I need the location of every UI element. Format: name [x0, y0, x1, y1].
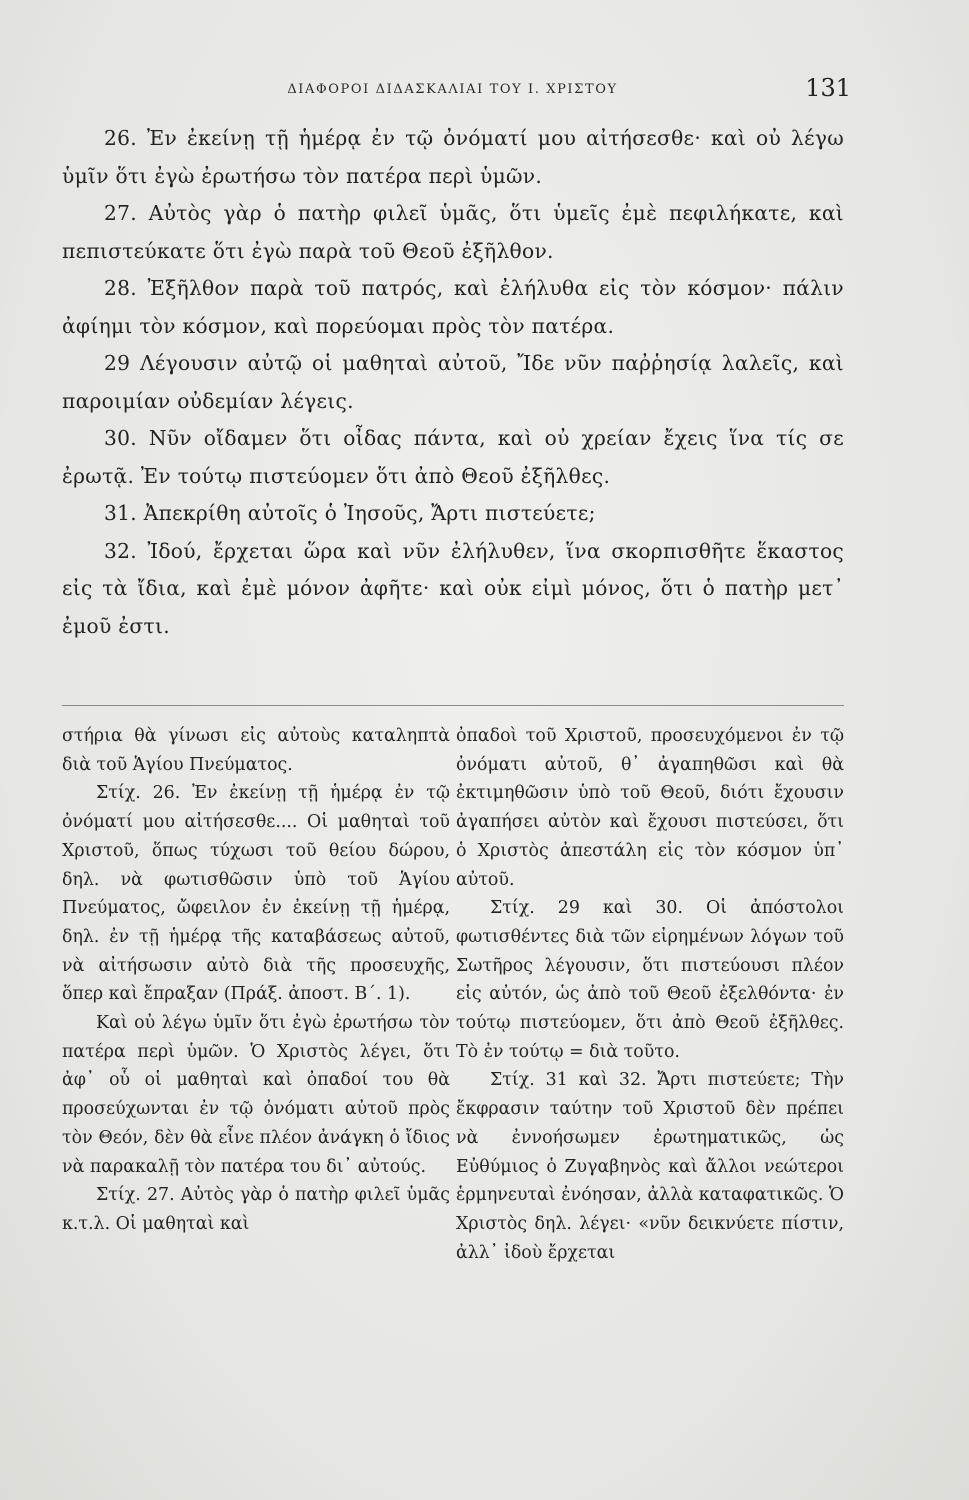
commentary-column-right: [456, 722, 844, 1267]
verse-28: 28. Ἐξῆλθον παρὰ τοῦ πατρός, καὶ ἐλήλυθα εἰς τὸν κόσμον· πάλιν ἀφίημι τὸν κόσμον, καὶ πορεύομαι πρὸς τὸν πατέρα.: [62, 276, 844, 338]
commentary-paragraph: Στίχ. 27. Αὐτὸς γὰρ ὁ πατὴρ φιλεῖ ὑμᾶς κ.τ.λ. Οἱ μαθηταὶ καὶ: [62, 1185, 450, 1234]
footnote-divider: [62, 705, 844, 706]
page-number: 131: [805, 74, 851, 102]
verse-27: 27. Αὐτὸς γὰρ ὁ πατὴρ φιλεῖ ὑμᾶς, ὅτι ὑμεῖς ἐμὲ πεφιλήκατε, καὶ πεπιστεύκατε ὅτι ἐγὼ παρὰ τοῦ Θεοῦ ἐξῆλθον.: [62, 201, 844, 263]
verse-31: 31. Ἀπεκρίθη αὐτοῖς ὁ Ἰησοῦς, Ἄρτι πιστεύετε;: [104, 501, 596, 525]
verse-26: 26. Ἐν ἐκείνῃ τῇ ἡμέρᾳ ἐν τῷ ὀνόματί μου αἰτήσεσθε· καὶ οὐ λέγω ὑμῖν ὅτι ἐγὼ ἐρωτήσω τὸν πατέρα περὶ ὑμῶν.: [62, 126, 844, 188]
verse-30: 30. Νῦν οἴδαμεν ὅτι οἶδας πάντα, καὶ οὐ χρείαν ἔχεις ἵνα τίς σε ἐρωτᾷ. Ἐν τούτῳ πιστεύομεν ὅτι ἀπὸ Θεοῦ ἐξῆλθες.: [62, 426, 844, 488]
commentary-column-left: [62, 722, 450, 1239]
commentary-paragraph: Στίχ. 26. Ἐν ἐκείνῃ τῇ ἡμέρᾳ ἐν τῷ ὀνόματί μου αἰτήσεσθε.... Οἱ μαθηταὶ τοῦ Χριστοῦ, ὅπως τύχωσι τοῦ θείου δώρου, δηλ. νὰ φωτισθῶσιν ὑπὸ τοῦ Ἁγίου Πνεύματος, ὤφειλον ἐν ἐκείνῃ τῇ ἡμέρᾳ, δηλ. ἐν τῇ ἡμέρᾳ τῆς καταβάσεως αὐτοῦ, νὰ αἰτήσωσιν αὐτὸ διὰ τῆς προσευχῆς, ὅπερ καὶ ἔπραξαν (Πράξ. ἀποστ. Β´. 1).: [62, 783, 450, 1005]
page-header: [60, 72, 851, 112]
verse-text: [62, 120, 844, 645]
commentary-paragraph: στήρια θὰ γίνωσι εἰς αὐτοὺς καταληπτὰ διὰ τοῦ Ἁγίου Πνεύματος.: [62, 726, 450, 775]
verse-29: 29 Λέγουσιν αὐτῷ οἱ μαθηταὶ αὐτοῦ, Ἴδε νῦν παῤῥησίᾳ λαλεῖς, καὶ παροιμίαν οὐδεμίαν λέγεις.: [62, 351, 844, 413]
verse-32: 32. Ἰδού, ἔρχεται ὥρα καὶ νῦν ἐλήλυθεν, ἵνα σκορπισθῆτε ἕκαστος εἰς τὰ ἴδια, καὶ ἐμὲ μόνον ἀφῆτε· καὶ οὐκ εἰμὶ μόνος, ὅτι ὁ πατὴρ μετ᾽ ἐμοῦ ἐστι.: [62, 538, 844, 638]
commentary-paragraph: Στίχ. 29 καὶ 30. Οἱ ἀπόστολοι φωτισθέντες διὰ τῶν εἰρημένων λόγων τοῦ Σωτῆρος λέγουσιν, ὅτι πιστεύουσι πλέον εἰς αὐτόν, ὡς ἀπὸ τοῦ Θεοῦ ἐξελθόντα· ἐν τούτῳ πιστεύομεν, ὅτι ἀπὸ Θεοῦ ἐξῆλθες. Τὸ ἐν τούτῳ = διὰ τοῦτο.: [456, 898, 844, 1062]
commentary-paragraph: Στίχ. 31 καὶ 32. Ἄρτι πιστεύετε; Τὴν ἔκφρασιν ταύτην τοῦ Χριστοῦ δὲν πρέπει νὰ ἐννοήσωμεν ἐρωτηματικῶς, ὡς Εὐθύμιος ὁ Ζυγαβηνὸς καὶ ἄλλοι νεώτεροι ἑρμηνευταὶ ἐνόησαν, ἀλλὰ καταφατικῶς. Ὁ Χριστὸς δηλ. λέγει· «νῦν δεικνύετε πίστιν, ἀλλ᾽ ἰδοὺ ἔρχεται: [456, 1070, 844, 1263]
running-head: ΔΙΑΦΟΡΟΙ ΔΙΔΑΣΚΑΛΙΑΙ ΤΟΥ Ι. ΧΡΙΣΤΟΥ: [287, 82, 618, 97]
commentary-paragraph: Καὶ οὐ λέγω ὑμῖν ὅτι ἐγὼ ἐρωτήσω τὸν πατέρα περὶ ὑμῶν. Ὁ Χριστὸς λέγει, ὅτι ἀφ᾽ οὗ οἱ μαθηταὶ καὶ ὀπαδοί του θὰ προσεύχωνται ἐν τῷ ὀνόματι αὐτοῦ πρὸς τὸν Θεόν, δὲν θὰ εἶνε πλέον ἀνάγκη ὁ ἴδιος νὰ παρακαλῇ τὸν πατέρα του δι᾽ αὐτούς.: [62, 1013, 450, 1177]
commentary-paragraph: ὀπαδοὶ τοῦ Χριστοῦ, προσευχόμενοι ἐν τῷ ὀνόματι αὐτοῦ, θ᾽ ἀγαπηθῶσι καὶ θὰ ἐκτιμηθῶσιν ὑπὸ τοῦ Θεοῦ, διότι ἔχουσιν ἀγαπήσει αὐτὸν καὶ ἔχουσι πιστεύσει, ὅτι ὁ Χριστὸς ἀπεστάλη εἰς τὸν κόσμον ὑπ᾽ αὐτοῦ.: [456, 726, 844, 890]
